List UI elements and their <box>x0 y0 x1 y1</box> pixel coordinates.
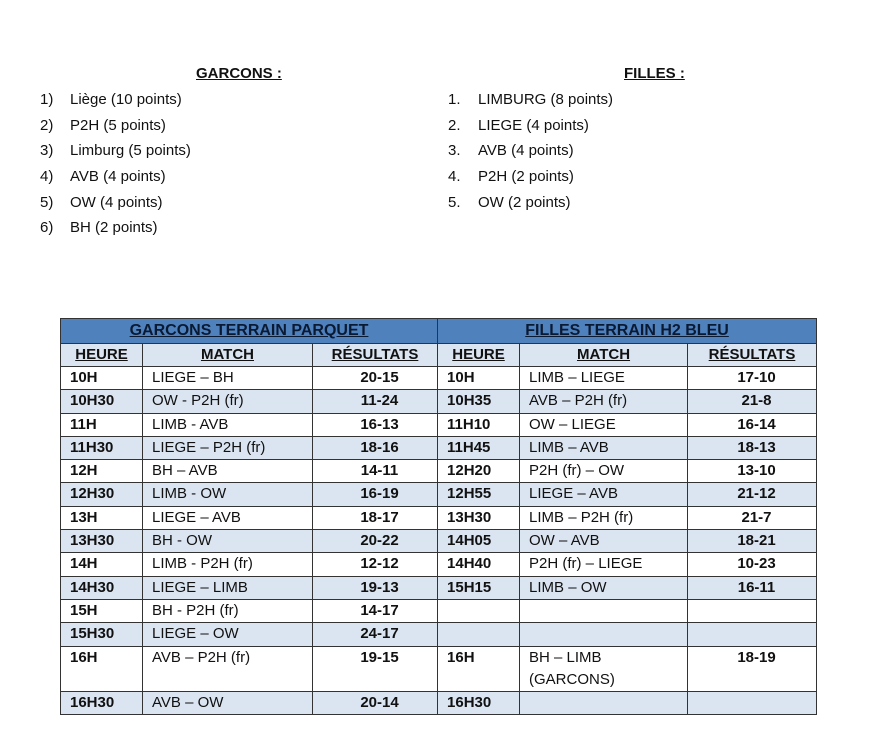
table-row: 13H LIEGE – AVB 18-17 13H30 LIMB – P2H (fr) 21-7 <box>61 506 817 529</box>
filles-ranking-title: FILLES : <box>624 65 685 82</box>
list-item: 1) Liège (10 points) <box>40 91 182 108</box>
column-header: HEURE <box>438 344 520 367</box>
table-row: 14H30 LIEGE – LIMB 19-13 15H15 LIMB – OW 16-11 <box>61 576 817 599</box>
list-item: 2) P2H (5 points) <box>40 116 166 134</box>
table-row: 12H30 LIMB - OW 16-19 12H55 LIEGE – AVB 21-12 <box>61 483 817 506</box>
table-row: 11H30 LIEGE – P2H (fr) 18-16 11H45 LIMB – AVB 18-13 <box>61 436 817 459</box>
list-item: 5. OW (2 points) <box>448 193 571 211</box>
column-header: HEURE <box>61 344 143 367</box>
table-row: 16H AVB – P2H (fr) 19-15 16H BH – LIMB (GARCONS) 18-19 <box>61 646 817 692</box>
table-row: 14H LIMB - P2H (fr) 12-12 14H40 P2H (fr) – LIEGE 10-23 <box>61 553 817 576</box>
column-header: MATCH <box>520 344 688 367</box>
list-item: 5) OW (4 points) <box>40 193 163 211</box>
garcons-ranking-list <box>40 87 191 241</box>
list-item: 4) AVB (4 points) <box>40 168 166 186</box>
list-item: 1. LIMBURG (8 points) <box>448 91 614 108</box>
table-row: 15H30 LIEGE – OW 24-17 <box>61 623 817 646</box>
column-header: MATCH <box>143 344 313 367</box>
table-row: 10H30 OW - P2H (fr) 11-24 10H35 AVB – P2H (fr) 21-8 <box>61 390 817 413</box>
column-header: RÉSULTATS <box>688 344 817 367</box>
filles-ranking-list <box>448 87 613 215</box>
table-row: 12H BH – AVB 14-11 12H20 P2H (fr) – OW 13-10 <box>61 460 817 483</box>
column-header: RÉSULTATS <box>313 344 438 367</box>
table-row: 16H30 AVB – OW 20-14 16H30 <box>61 692 817 715</box>
garcons-ranking-title: GARCONS : <box>196 65 282 82</box>
garcons-court-header: GARCONS TERRAIN PARQUET <box>61 319 438 344</box>
table-row: 10H LIEGE – BH 20-15 10H LIMB – LIEGE 17-10 <box>61 367 817 390</box>
filles-court-header: FILLES TERRAIN H2 BLEU <box>438 319 817 344</box>
list-item: 4. P2H (2 points) <box>448 168 574 186</box>
list-item: 3) Limburg (5 points) <box>40 142 191 160</box>
results-table <box>60 318 817 715</box>
list-item: 3. AVB (4 points) <box>448 142 574 160</box>
table-row: 15H BH - P2H (fr) 14-17 <box>61 599 817 622</box>
list-item: 2. LIEGE (4 points) <box>448 116 589 134</box>
table-row: 11H LIMB - AVB 16-13 11H10 OW – LIEGE 16-14 <box>61 413 817 436</box>
list-item: 6) BH (2 points) <box>40 219 158 237</box>
table-row: 13H30 BH - OW 20-22 14H05 OW – AVB 18-21 <box>61 530 817 553</box>
